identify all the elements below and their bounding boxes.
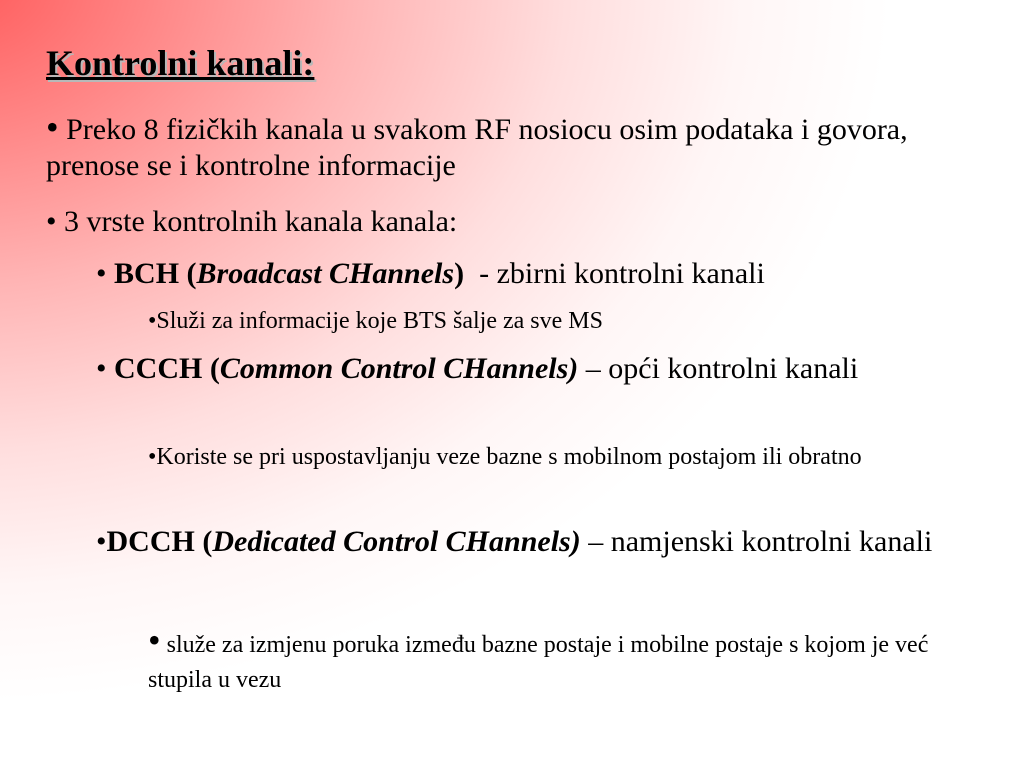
bullet-item-ccch — [96, 351, 956, 387]
bullet-icon: • — [148, 444, 157, 470]
bullet-item-channel-types — [46, 204, 976, 240]
bullet-item-dcch — [96, 524, 956, 560]
sub-bullet-bch — [148, 304, 978, 339]
channel-abbr: DCCH ( — [106, 525, 213, 558]
slide-title: Kontrolni kanali: — [46, 43, 315, 83]
bullet-item-bch — [96, 256, 956, 292]
channel-description: – namjenski kontrolni kanali — [588, 525, 933, 558]
bullet-icon: • — [96, 352, 107, 385]
channel-description: - zbirni kontrolni kanali — [479, 257, 765, 290]
channel-description: – opći kontrolni kanali — [585, 352, 859, 385]
channel-close-paren: ) — [454, 257, 465, 290]
bullet-icon: • — [46, 107, 59, 147]
channel-full-name: Broadcast CHannels — [196, 257, 455, 290]
channel-full-name: Common Control CHannels) — [219, 352, 579, 385]
bullet-icon: • — [96, 257, 107, 290]
channel-full-name: Dedicated Control CHannels) — [212, 525, 581, 558]
sub-bullet-ccch — [148, 440, 978, 475]
sub-bullet-dcch — [148, 620, 978, 698]
sub-bullet-text: Služi za informacije koje BTS šalje za sve MS — [156, 308, 603, 334]
bullet-item-control-info — [46, 107, 976, 184]
sub-bullet-text: služe za izmjenu poruka između bazne postaje i mobilne postaje s kojom je već stupila u vezu — [148, 632, 929, 693]
bullet-text: Preko 8 fizičkih kanala u svakom RF nosiocu osim podataka i govora, prenose se i kontrolne informacije — [46, 113, 908, 182]
bullet-icon: • — [96, 525, 107, 558]
channel-abbr: BCH ( — [114, 257, 197, 290]
bullet-icon: • — [148, 308, 157, 334]
channel-abbr: CCCH ( — [114, 352, 220, 385]
bullet-icon: • — [148, 620, 161, 660]
sub-bullet-text: Koriste se pri uspostavljanju veze bazne s mobilnom postajom ili obratno — [156, 444, 862, 470]
bullet-text: 3 vrste kontrolnih kanala kanala: — [64, 205, 458, 238]
bullet-icon: • — [46, 205, 57, 238]
